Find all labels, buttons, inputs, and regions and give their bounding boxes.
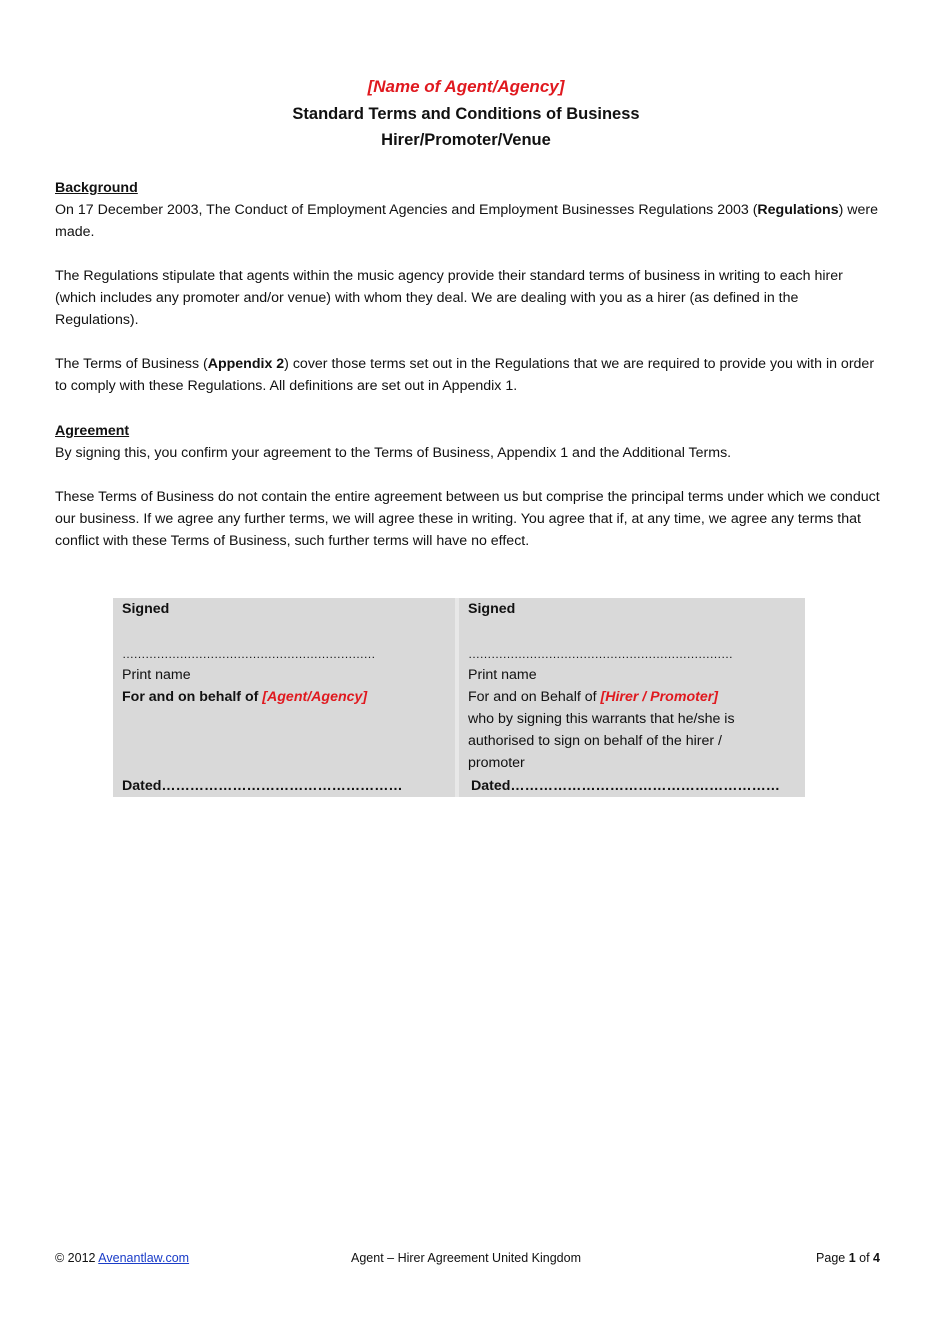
hirer-dated-line: Dated………………………………………………… xyxy=(471,778,780,794)
signature-table xyxy=(113,598,805,797)
agency-name-placeholder: [Name of Agent/Agency] xyxy=(367,77,565,96)
agreement-paragraph-2: These Terms of Business do not contain the entire agreement between us but comprise the principal terms under which we conduct our business. If we agree any further terms, we will agree these in writing. You agree that if, at any time, we agree any terms that conflict with these Terms of Business, such further terms will have no effect. xyxy=(55,489,880,549)
agent-placeholder: [Agent/Agency] xyxy=(262,689,368,705)
footer-copyright: © 2012 Avenantlaw.com xyxy=(55,1251,190,1265)
hirer-signature-line: …………………………………………………………… xyxy=(468,647,733,661)
background-paragraph-1: On 17 December 2003, The Conduct of Employment Agencies and Employment Businesses Regulations 2003 (Regulations) were made. xyxy=(55,202,879,240)
hirer-signed-label: Signed xyxy=(468,601,516,617)
agent-signature-line: ………………………………………………………… xyxy=(122,647,375,661)
hirer-signature-column xyxy=(459,598,805,797)
background-heading: Background xyxy=(55,180,138,196)
footer-page-number: Page 1 of 4 xyxy=(816,1251,880,1265)
document-title: Standard Terms and Conditions of Business xyxy=(292,105,640,123)
agent-signature-column xyxy=(113,598,455,797)
hirer-placeholder: [Hirer / Promoter] xyxy=(600,689,718,705)
agent-dated-line: Dated…………………………………………… xyxy=(122,778,403,794)
background-paragraph-2: The Regulations stipulate that agents within the music agency provide their standard terms of business in writing to each hirer (which includes any promoter and/or venue) with whom they deal. We are dealing with you as a hirer (as defined in the Regulations). xyxy=(55,268,843,328)
avenantlaw-link[interactable]: Avenantlaw.com xyxy=(98,1251,190,1265)
hirer-warrant-line-1: who by signing this warrants that he/she is xyxy=(468,711,735,727)
agent-print-name-label: Print name xyxy=(122,667,191,683)
footer-title: Agent – Hirer Agreement United Kingdom xyxy=(351,1251,581,1265)
document-subtitle: Hirer/Promoter/Venue xyxy=(381,131,551,149)
agreement-section xyxy=(55,420,885,552)
agreement-heading: Agreement xyxy=(55,423,130,439)
agent-behalf-line: For and on behalf of [Agent/Agency] xyxy=(122,689,368,705)
background-paragraph-3: The Terms of Business (Appendix 2) cover those terms set out in the Regulations that we are required to provide you with in order to comply with these Regulations. All definitions are set out in Appendix 1. xyxy=(55,356,875,394)
hirer-behalf-line: For and on Behalf of [Hirer / Promoter] xyxy=(468,689,718,705)
hirer-print-name-label: Print name xyxy=(468,667,537,683)
agent-signed-label: Signed xyxy=(122,601,170,617)
hirer-warrant-line-3: promoter xyxy=(468,755,525,771)
hirer-warrant-line-2: authorised to sign on behalf of the hirer / xyxy=(468,733,722,749)
agreement-paragraph-1: By signing this, you confirm your agreement to the Terms of Business, Appendix 1 and the Additional Terms. xyxy=(55,445,732,461)
background-section xyxy=(55,177,885,397)
